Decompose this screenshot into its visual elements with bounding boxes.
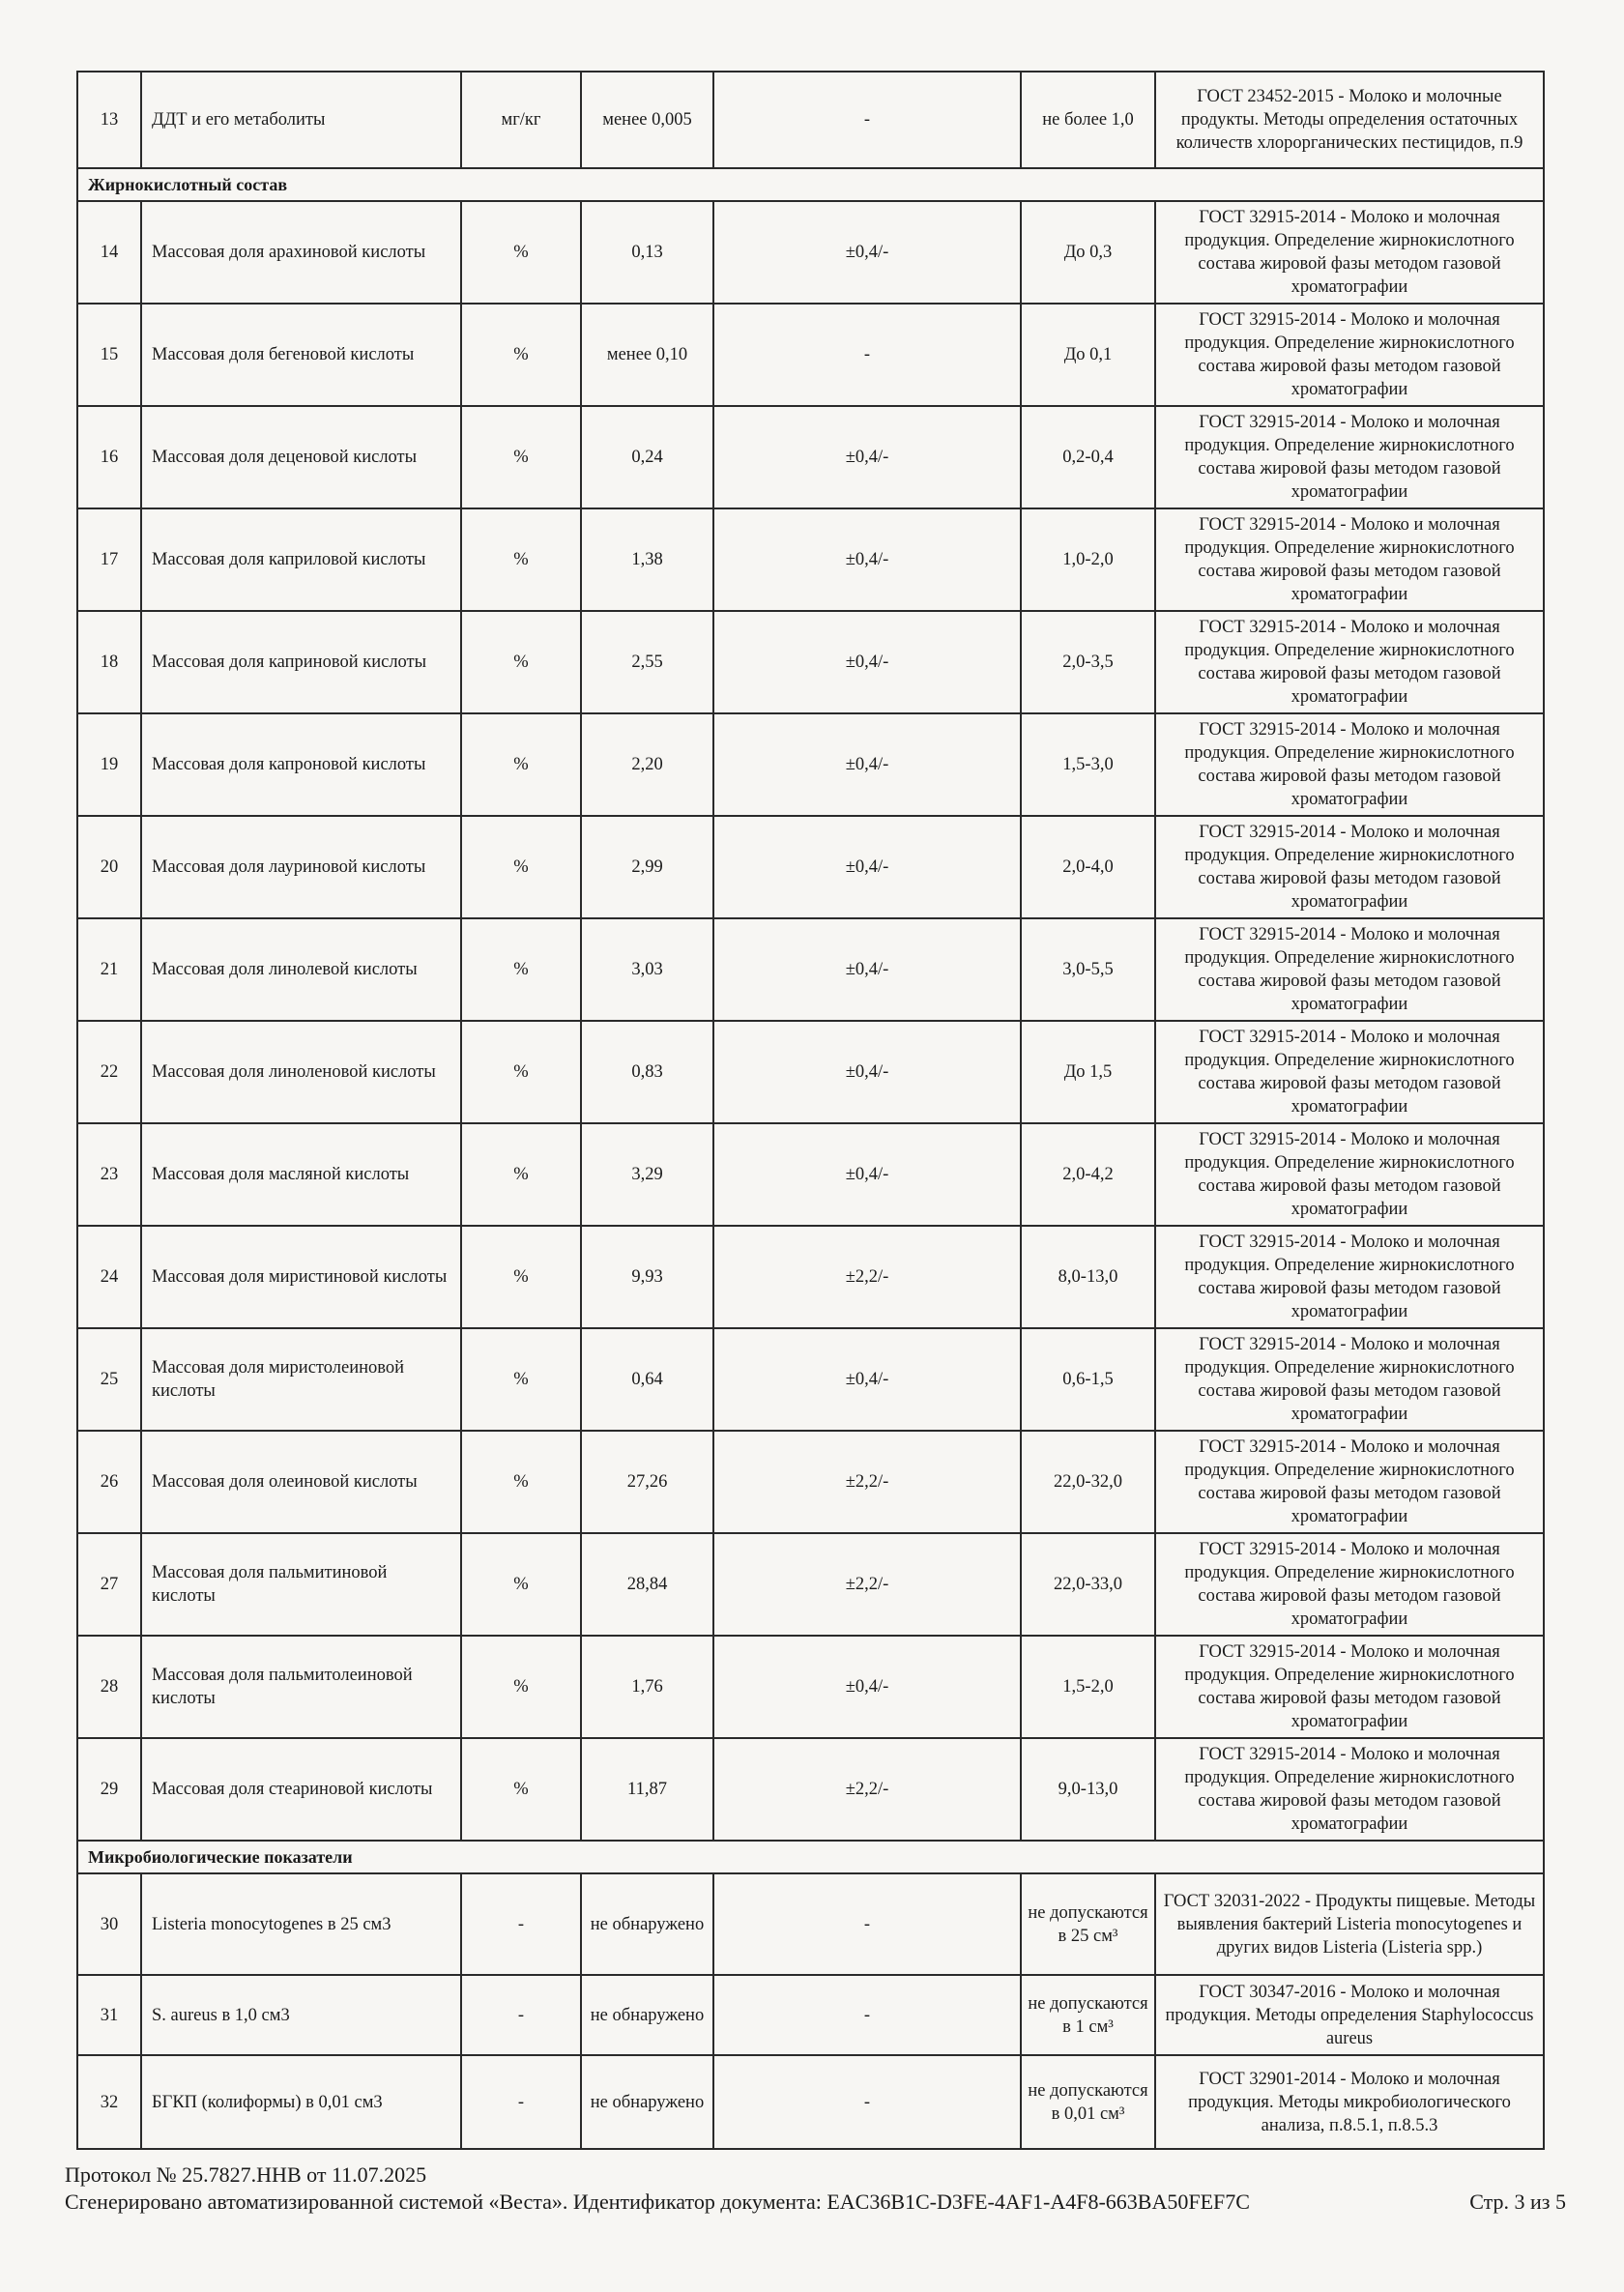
table-row (77, 1226, 1544, 1328)
error-cell: ±0,4/- (713, 1328, 1021, 1431)
result-cell: 0,24 (581, 406, 713, 508)
row-number: 14 (77, 201, 141, 304)
table-row (77, 1873, 1544, 1975)
row-number: 31 (77, 1975, 141, 2055)
table-row (77, 611, 1544, 713)
result-cell: 27,26 (581, 1431, 713, 1533)
indicator-name: S. aureus в 1,0 см3 (141, 1975, 461, 2055)
norm-cell: 9,0-13,0 (1021, 1738, 1155, 1841)
unit-cell: - (461, 1873, 581, 1975)
method-cell: ГОСТ 32915-2014 - Молоко и молочная продукция. Определение жирнокислотного состава жировой фазы методом газовой хроматографии (1155, 201, 1544, 304)
row-number: 22 (77, 1021, 141, 1123)
indicator-name: Массовая доля арахиновой кислоты (141, 201, 461, 304)
indicator-name: Массовая доля капроновой кислоты (141, 713, 461, 816)
unit-cell: % (461, 201, 581, 304)
norm-cell: 1,0-2,0 (1021, 508, 1155, 611)
row-number: 23 (77, 1123, 141, 1226)
method-cell: ГОСТ 23452-2015 - Молоко и молочные продукты. Методы определения остаточных количеств хлорорганических пестицидов, п.9 (1155, 72, 1544, 168)
result-cell: 3,29 (581, 1123, 713, 1226)
result-cell: 0,64 (581, 1328, 713, 1431)
error-cell: ±0,4/- (713, 1123, 1021, 1226)
result-cell: 1,76 (581, 1636, 713, 1738)
indicator-name: Массовая доля каприновой кислоты (141, 611, 461, 713)
result-cell: 2,55 (581, 611, 713, 713)
unit-cell: мг/кг (461, 72, 581, 168)
norm-cell: До 1,5 (1021, 1021, 1155, 1123)
result-cell: не обнаружено (581, 1975, 713, 2055)
norm-cell: 22,0-33,0 (1021, 1533, 1155, 1636)
page-footer (65, 2161, 1566, 2216)
norm-cell: До 0,1 (1021, 304, 1155, 406)
row-number: 32 (77, 2055, 141, 2149)
table-row (77, 304, 1544, 406)
section-title: Микробиологические показатели (77, 1841, 1544, 1873)
row-number: 15 (77, 304, 141, 406)
error-cell: ±0,4/- (713, 406, 1021, 508)
row-number: 26 (77, 1431, 141, 1533)
norm-cell: не допускаются в 0,01 см³ (1021, 2055, 1155, 2149)
table-row (77, 816, 1544, 918)
table-row (77, 406, 1544, 508)
table-row (77, 1533, 1544, 1636)
row-number: 16 (77, 406, 141, 508)
unit-cell: % (461, 1021, 581, 1123)
result-cell: менее 0,10 (581, 304, 713, 406)
norm-cell: 0,2-0,4 (1021, 406, 1155, 508)
error-cell: ±0,4/- (713, 1021, 1021, 1123)
error-cell: - (713, 304, 1021, 406)
table-row (77, 1123, 1544, 1226)
method-cell: ГОСТ 32915-2014 - Молоко и молочная продукция. Определение жирнокислотного состава жировой фазы методом газовой хроматографии (1155, 1021, 1544, 1123)
error-cell: ±0,4/- (713, 508, 1021, 611)
indicator-name: Массовая доля каприловой кислоты (141, 508, 461, 611)
result-cell: 0,13 (581, 201, 713, 304)
error-cell: ±0,4/- (713, 201, 1021, 304)
table-row (77, 713, 1544, 816)
indicator-name: Массовая доля стеариновой кислоты (141, 1738, 461, 1841)
result-cell: 0,83 (581, 1021, 713, 1123)
section-header-fatty-acids (77, 168, 1544, 201)
method-cell: ГОСТ 32915-2014 - Молоко и молочная продукция. Определение жирнокислотного состава жировой фазы методом газовой хроматографии (1155, 1533, 1544, 1636)
unit-cell: % (461, 713, 581, 816)
row-number: 19 (77, 713, 141, 816)
indicator-name: Массовая доля линолевой кислоты (141, 918, 461, 1021)
error-cell: ±0,4/- (713, 1636, 1021, 1738)
norm-cell: не допускаются в 25 см³ (1021, 1873, 1155, 1975)
result-cell: 28,84 (581, 1533, 713, 1636)
indicator-name: ДДТ и его метаболиты (141, 72, 461, 168)
row-number: 17 (77, 508, 141, 611)
norm-cell: 1,5-3,0 (1021, 713, 1155, 816)
norm-cell: 2,0-4,2 (1021, 1123, 1155, 1226)
norm-cell: не допускаются в 1 см³ (1021, 1975, 1155, 2055)
table-row (77, 1636, 1544, 1738)
error-cell: - (713, 1975, 1021, 2055)
unit-cell: % (461, 918, 581, 1021)
method-cell: ГОСТ 30347-2016 - Молоко и молочная продукция. Методы определения Staphylococcus aureus (1155, 1975, 1544, 2055)
norm-cell: 1,5-2,0 (1021, 1636, 1155, 1738)
result-cell: 3,03 (581, 918, 713, 1021)
norm-cell: не более 1,0 (1021, 72, 1155, 168)
results-table (76, 71, 1545, 2150)
row-number: 29 (77, 1738, 141, 1841)
method-cell: ГОСТ 32915-2014 - Молоко и молочная продукция. Определение жирнокислотного состава жировой фазы методом газовой хроматографии (1155, 1738, 1544, 1841)
error-cell: - (713, 72, 1021, 168)
norm-cell: 2,0-4,0 (1021, 816, 1155, 918)
section-header-microbiology (77, 1841, 1544, 1873)
error-cell: ±2,2/- (713, 1533, 1021, 1636)
row-number: 24 (77, 1226, 141, 1328)
unit-cell: % (461, 1533, 581, 1636)
method-cell: ГОСТ 32915-2014 - Молоко и молочная продукция. Определение жирнокислотного состава жировой фазы методом газовой хроматографии (1155, 713, 1544, 816)
indicator-name: БГКП (колиформы) в 0,01 см3 (141, 2055, 461, 2149)
unit-cell: % (461, 1738, 581, 1841)
unit-cell: % (461, 816, 581, 918)
indicator-name: Массовая доля миристиновой кислоты (141, 1226, 461, 1328)
indicator-name: Массовая доля масляной кислоты (141, 1123, 461, 1226)
norm-cell: 0,6-1,5 (1021, 1328, 1155, 1431)
unit-cell: % (461, 1328, 581, 1431)
error-cell: ±2,2/- (713, 1226, 1021, 1328)
row-number: 21 (77, 918, 141, 1021)
protocol-line: Протокол № 25.7827.ННВ от 11.07.2025 (65, 2162, 427, 2187)
table-row (77, 1431, 1544, 1533)
table-row (77, 2055, 1544, 2149)
error-cell: ±0,4/- (713, 918, 1021, 1021)
generated-note: Сгенерировано автоматизированной системой «Веста». Идентификатор документа: EAC36B1C-D3FE-4AF1-A4F8-663BA50FEF7C (65, 2190, 1250, 2214)
method-cell: ГОСТ 32915-2014 - Молоко и молочная продукция. Определение жирнокислотного состава жировой фазы методом газовой хроматографии (1155, 1636, 1544, 1738)
error-cell: - (713, 2055, 1021, 2149)
row-number: 27 (77, 1533, 141, 1636)
error-cell: ±2,2/- (713, 1738, 1021, 1841)
unit-cell: % (461, 508, 581, 611)
error-cell: ±0,4/- (713, 611, 1021, 713)
table-row (77, 508, 1544, 611)
section-title: Жирнокислотный состав (77, 168, 1544, 201)
method-cell: ГОСТ 32915-2014 - Молоко и молочная продукция. Определение жирнокислотного состава жировой фазы методом газовой хроматографии (1155, 1431, 1544, 1533)
row-number: 30 (77, 1873, 141, 1975)
result-cell: 1,38 (581, 508, 713, 611)
unit-cell: % (461, 1636, 581, 1738)
row-number: 20 (77, 816, 141, 918)
result-cell: не обнаружено (581, 1873, 713, 1975)
error-cell: ±0,4/- (713, 816, 1021, 918)
result-cell: менее 0,005 (581, 72, 713, 168)
method-cell: ГОСТ 32915-2014 - Молоко и молочная продукция. Определение жирнокислотного состава жировой фазы методом газовой хроматографии (1155, 304, 1544, 406)
method-cell: ГОСТ 32031-2022 - Продукты пищевые. Методы выявления бактерий Listeria monocytogenes и других видов Listeria (Listeria spp.) (1155, 1873, 1544, 1975)
norm-cell: 3,0-5,5 (1021, 918, 1155, 1021)
result-cell: не обнаружено (581, 2055, 713, 2149)
row-number: 13 (77, 72, 141, 168)
indicator-name: Массовая доля пальмитиновой кислоты (141, 1533, 461, 1636)
method-cell: ГОСТ 32901-2014 - Молоко и молочная продукция. Методы микробиологического анализа, п.8.5.1, п.8.5.3 (1155, 2055, 1544, 2149)
method-cell: ГОСТ 32915-2014 - Молоко и молочная продукция. Определение жирнокислотного состава жировой фазы методом газовой хроматографии (1155, 1226, 1544, 1328)
indicator-name: Массовая доля миристолеиновой кислоты (141, 1328, 461, 1431)
method-cell: ГОСТ 32915-2014 - Молоко и молочная продукция. Определение жирнокислотного состава жировой фазы методом газовой хроматографии (1155, 816, 1544, 918)
unit-cell: % (461, 1431, 581, 1533)
norm-cell: 8,0-13,0 (1021, 1226, 1155, 1328)
method-cell: ГОСТ 32915-2014 - Молоко и молочная продукция. Определение жирнокислотного состава жировой фазы методом газовой хроматографии (1155, 1328, 1544, 1431)
unit-cell: % (461, 406, 581, 508)
norm-cell: 22,0-32,0 (1021, 1431, 1155, 1533)
error-cell: ±0,4/- (713, 713, 1021, 816)
indicator-name: Массовая доля лауриновой кислоты (141, 816, 461, 918)
method-cell: ГОСТ 32915-2014 - Молоко и молочная продукция. Определение жирнокислотного состава жировой фазы методом газовой хроматографии (1155, 611, 1544, 713)
method-cell: ГОСТ 32915-2014 - Молоко и молочная продукция. Определение жирнокислотного состава жировой фазы методом газовой хроматографии (1155, 508, 1544, 611)
method-cell: ГОСТ 32915-2014 - Молоко и молочная продукция. Определение жирнокислотного состава жировой фазы методом газовой хроматографии (1155, 1123, 1544, 1226)
unit-cell: - (461, 1975, 581, 2055)
norm-cell: 2,0-3,5 (1021, 611, 1155, 713)
row-number: 28 (77, 1636, 141, 1738)
indicator-name: Массовая доля пальмитолеиновой кислоты (141, 1636, 461, 1738)
indicator-name: Массовая доля линоленовой кислоты (141, 1021, 461, 1123)
result-cell: 11,87 (581, 1738, 713, 1841)
table-row (77, 201, 1544, 304)
norm-cell: До 0,3 (1021, 201, 1155, 304)
unit-cell: % (461, 304, 581, 406)
error-cell: - (713, 1873, 1021, 1975)
table-row (77, 72, 1544, 168)
row-number: 18 (77, 611, 141, 713)
row-number: 25 (77, 1328, 141, 1431)
result-cell: 9,93 (581, 1226, 713, 1328)
method-cell: ГОСТ 32915-2014 - Молоко и молочная продукция. Определение жирнокислотного состава жировой фазы методом газовой хроматографии (1155, 406, 1544, 508)
indicator-name: Массовая доля бегеновой кислоты (141, 304, 461, 406)
error-cell: ±2,2/- (713, 1431, 1021, 1533)
indicator-name: Массовая доля олеиновой кислоты (141, 1431, 461, 1533)
result-cell: 2,20 (581, 713, 713, 816)
table-row (77, 1738, 1544, 1841)
unit-cell: % (461, 1226, 581, 1328)
table-row (77, 918, 1544, 1021)
table-row (77, 1328, 1544, 1431)
indicator-name: Listeria monocytogenes в 25 см3 (141, 1873, 461, 1975)
table-row (77, 1021, 1544, 1123)
page-number: Стр. 3 из 5 (1469, 2190, 1566, 2214)
indicator-name: Массовая доля деценовой кислоты (141, 406, 461, 508)
result-cell: 2,99 (581, 816, 713, 918)
unit-cell: % (461, 611, 581, 713)
unit-cell: % (461, 1123, 581, 1226)
table-row (77, 1975, 1544, 2055)
method-cell: ГОСТ 32915-2014 - Молоко и молочная продукция. Определение жирнокислотного состава жировой фазы методом газовой хроматографии (1155, 918, 1544, 1021)
unit-cell: - (461, 2055, 581, 2149)
